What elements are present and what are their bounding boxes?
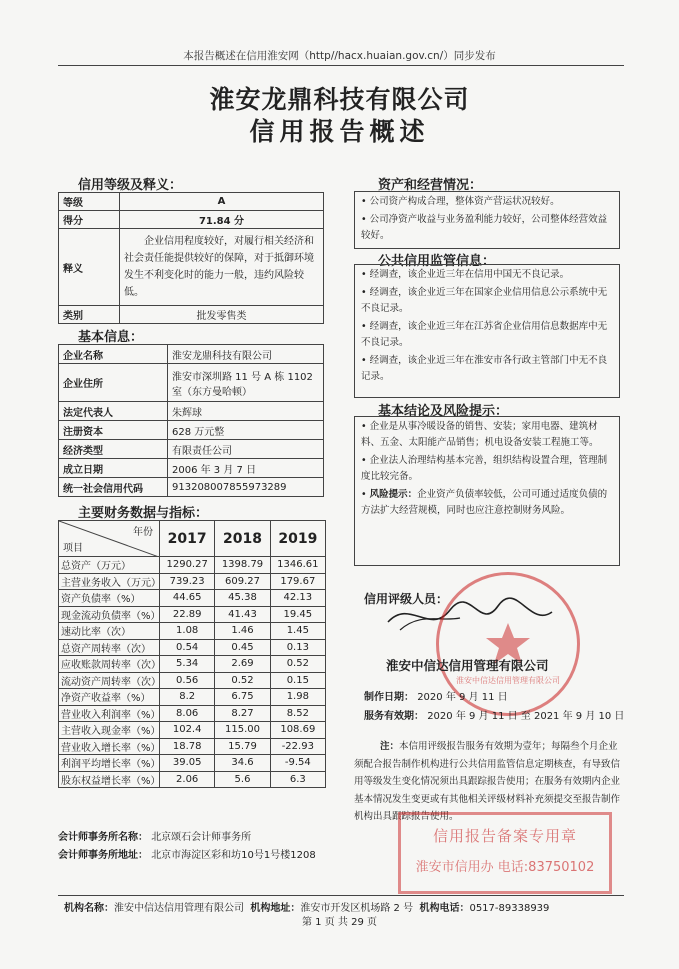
- finance-row: [59, 755, 326, 772]
- finance-value: -22.93: [270, 738, 325, 755]
- footer-divider: [58, 895, 624, 896]
- supervision-item: • 经调查，该企业近三年在国家企业信用信息公示系统中无不良记录。: [361, 287, 608, 314]
- finance-value: 8.27: [215, 705, 270, 722]
- date-line: [364, 688, 508, 703]
- finance-value: 0.15: [270, 672, 325, 689]
- supervision-box: [354, 264, 620, 398]
- conclusion-box: [354, 416, 620, 566]
- basic-value: 2006 年 3 月 7 日: [168, 459, 324, 478]
- note-text: 本信用评级报告服务有效期为壹年；每隔叁个月企业须配合报告制作机构进行公共信用监管信息定期核查，有导致信用等级发生变化情况须出具跟踪报告使用；在服务有效期内企业基本情况发生变更或有其他相关评级材料补充须提交至报告制作机构出具跟踪报告使用。: [354, 741, 621, 822]
- meaning-label: 释义: [59, 229, 120, 306]
- finance-table: [58, 520, 326, 788]
- basic-row: [59, 402, 324, 421]
- rect-stamp-line1: 信用报告备案专用章: [432, 827, 577, 845]
- finance-item: 速动比率（次）: [59, 623, 160, 640]
- score-label: 得分: [59, 211, 120, 229]
- basic-table: [58, 344, 324, 497]
- audit-addr-line: [58, 846, 316, 861]
- finance-value: 0.52: [215, 672, 270, 689]
- finance-row: [59, 590, 326, 607]
- finance-value: 115.00: [215, 722, 270, 739]
- basic-value: 有限责任公司: [168, 440, 324, 459]
- basic-row: [59, 440, 324, 459]
- finance-item: 流动资产周转率（次）: [59, 672, 160, 689]
- finance-value: 44.65: [160, 590, 215, 607]
- conclusion-item: • 风险提示：企业资产负债率较低，公司可通过适度负债的方法扩大经营规模，同时也应注意控制财务风险。: [361, 489, 608, 516]
- validity-value: 2020 年 9 月 11 日 至 2021 年 9 月 10 日: [427, 711, 625, 722]
- year-2018: 2018: [215, 521, 270, 557]
- finance-row: [59, 722, 326, 739]
- rater-label: 信用评级人员：: [364, 592, 449, 606]
- finance-value: 15.79: [215, 738, 270, 755]
- basic-label: 成立日期: [59, 459, 168, 478]
- finance-row: [59, 705, 326, 722]
- finance-value: 0.13: [270, 639, 325, 656]
- round-stamp-text: 淮安中信达信用管理有限公司: [456, 676, 560, 685]
- finance-value: 39.05: [160, 755, 215, 772]
- finance-value: 0.45: [215, 639, 270, 656]
- finance-value: 18.78: [160, 738, 215, 755]
- corner-year-label: 年份: [133, 527, 153, 538]
- basic-value: 朱辉球: [168, 402, 324, 421]
- grade-label: 等级: [59, 193, 120, 211]
- conclusion-item: • 企业法人治理结构基本完善，组织结构设置合理，管理制度比较完备。: [361, 455, 608, 482]
- finance-item: 主营业务收入（万元）: [59, 573, 160, 590]
- finance-corner: [59, 521, 160, 557]
- finance-value: 0.54: [160, 639, 215, 656]
- finance-item: 应收账款周转率（次）: [59, 656, 160, 673]
- conclusion-heading: 基本结论及风险提示：: [378, 404, 509, 419]
- finance-value: 1346.61: [270, 557, 325, 574]
- finance-value: 0.52: [270, 656, 325, 673]
- basic-row: [59, 459, 324, 478]
- finance-row: [59, 738, 326, 755]
- finance-item: 总资产（万元）: [59, 557, 160, 574]
- basic-row: [59, 478, 324, 497]
- finance-heading: 主要财务数据与指标：: [78, 506, 209, 521]
- audit-firm-line: [58, 828, 251, 843]
- finance-row: [59, 656, 326, 673]
- finance-value: 41.43: [215, 606, 270, 623]
- finance-value: 19.45: [270, 606, 325, 623]
- finance-item: 现金流动负债率（%）: [59, 606, 160, 623]
- page-number: 第 1 页 共 29 页: [302, 917, 377, 928]
- finance-value: 739.23: [160, 573, 215, 590]
- finance-item: 总资产周转率（次）: [59, 639, 160, 656]
- category-value: 批发零售类: [120, 306, 324, 324]
- finance-value: 22.89: [160, 606, 215, 623]
- audit-addr-label: 会计师事务所地址：: [58, 850, 148, 861]
- date-value: 2020 年 9 月 11 日: [417, 692, 508, 703]
- basic-row: [59, 364, 324, 402]
- audit-firm-label: 会计师事务所名称：: [58, 832, 148, 843]
- finance-value: 0.56: [160, 672, 215, 689]
- basic-row: [59, 421, 324, 440]
- supervision-heading: 公共信用监管信息：: [378, 254, 496, 269]
- finance-value: 609.27: [215, 573, 270, 590]
- finance-value: 1.98: [270, 689, 325, 706]
- basic-row: [59, 345, 324, 364]
- year-2017: 2017: [160, 521, 215, 557]
- corner-item-label: 项目: [63, 543, 83, 554]
- finance-value: 1.45: [270, 623, 325, 640]
- basic-value: 淮安市深圳路 11 号 A 栋 1102 室（东方曼哈顿）: [168, 364, 324, 402]
- finance-value: 2.06: [160, 771, 215, 788]
- finance-row: [59, 771, 326, 788]
- assets-item: • 公司资产构成合理，整体资产营运状况较好。: [361, 196, 560, 207]
- score-value: 71.84 分: [120, 211, 324, 229]
- finance-value: 5.6: [215, 771, 270, 788]
- finance-value: 34.6: [215, 755, 270, 772]
- basic-value: 628 万元整: [168, 421, 324, 440]
- company-title: 淮安龙鼎科技有限公司: [209, 85, 470, 114]
- rating-org: 淮安中信达信用管理有限公司: [386, 658, 549, 673]
- finance-value: 179.67: [270, 573, 325, 590]
- finance-row: [59, 623, 326, 640]
- finance-value: 45.38: [215, 590, 270, 607]
- finance-value: 108.69: [270, 722, 325, 739]
- finance-item: 资产负债率（%）: [59, 590, 160, 607]
- date-label: 制作日期：: [364, 692, 414, 703]
- finance-row: [59, 689, 326, 706]
- finance-value: 5.34: [160, 656, 215, 673]
- finance-value: 8.2: [160, 689, 215, 706]
- finance-value: -9.54: [270, 755, 325, 772]
- finance-row: [59, 606, 326, 623]
- finance-item: 利润平均增长率（%）: [59, 755, 160, 772]
- supervision-item: • 经调查，该企业近三年在江苏省企业信用信息数据库中无不良记录。: [361, 321, 608, 348]
- footer-addr: 淮安市开发区机场路 2 号: [300, 903, 414, 914]
- finance-row: [59, 557, 326, 574]
- finance-value: 102.4: [160, 722, 215, 739]
- basic-label: 法定代表人: [59, 402, 168, 421]
- conclusion-item: • 企业是从事冷暖设备的销售、安装；家用电器、建筑材料、五金、太阳能产品销售；机电设备安装工程施工等。: [361, 421, 599, 448]
- rect-stamp-line2: 淮安市信用办 电话:83750102: [415, 860, 595, 875]
- finance-value: 8.06: [160, 705, 215, 722]
- meaning-text: 企业信用程度较好，对履行相关经济和社会责任能提供较好的保障，对于抵御环境发生不利变化时的能力一般，违约风险较低。: [120, 229, 324, 306]
- finance-value: 8.52: [270, 705, 325, 722]
- rating-heading: 信用等级及释义：: [78, 178, 183, 193]
- basic-value: 913208007855973289: [168, 478, 324, 497]
- validity-label: 服务有效期：: [364, 711, 424, 722]
- finance-value: 6.75: [215, 689, 270, 706]
- top-divider: [58, 65, 624, 66]
- finance-value: 1398.79: [215, 557, 270, 574]
- assets-item: • 公司净资产收益与业务盈利能力较好，公司整体经营效益较好。: [361, 214, 608, 241]
- grade-value: A: [120, 193, 324, 211]
- validity-line: [364, 707, 624, 722]
- finance-row: [59, 639, 326, 656]
- footer-org: 淮安中信达信用管理有限公司: [114, 903, 244, 914]
- basic-heading: 基本信息：: [78, 330, 144, 345]
- basic-label: 企业名称: [59, 345, 168, 364]
- finance-row: [59, 573, 326, 590]
- supervision-item: • 经调查，该企业近三年在淮安市各行政主管部门中无不良记录。: [361, 355, 608, 382]
- finance-value: 1.08: [160, 623, 215, 640]
- finance-value: 1290.27: [160, 557, 215, 574]
- audit-addr-value: 北京市海淀区彩和坊10号1号楼1208: [151, 850, 316, 861]
- basic-label: 统一社会信用代码: [59, 478, 168, 497]
- finance-item: 营业收入增长率（%）: [59, 738, 160, 755]
- finance-row: [59, 672, 326, 689]
- basic-label: 企业住所: [59, 364, 168, 402]
- assets-box: [354, 191, 620, 249]
- finance-item: 主营收入现金率（%）: [59, 722, 160, 739]
- year-2019: 2019: [270, 521, 325, 557]
- audit-firm-value: 北京颂石会计师事务所: [151, 832, 252, 843]
- footer-phone: 0517-89338939: [469, 903, 550, 914]
- rating-table: [58, 192, 324, 324]
- finance-item: 净资产收益率（%）: [59, 689, 160, 706]
- basic-label: 经济类型: [59, 440, 168, 459]
- supervision-item: • 经调查，该企业近三年在信用中国无不良记录。: [361, 269, 570, 280]
- finance-value: 6.3: [270, 771, 325, 788]
- report-title: 信用报告概述: [249, 117, 430, 146]
- top-note: 本报告概述在信用淮安网（http//hacx.huaian.gov.cn/）同步发布: [183, 50, 496, 62]
- finance-value: 1.46: [215, 623, 270, 640]
- filing-rect-stamp: [398, 812, 612, 894]
- basic-label: 注册资本: [59, 421, 168, 440]
- category-label: 类别: [59, 306, 120, 324]
- finance-item: 股东权益增长率（%）: [59, 771, 160, 788]
- finance-item: 营业收入利润率（%）: [59, 705, 160, 722]
- footer-line: 机构名称：淮安中信达信用管理有限公司 机构地址：淮安市开发区机场路 2 号 机构电话：0517-89338939: [64, 903, 550, 914]
- note-label: 注：: [380, 741, 400, 752]
- basic-value: 淮安龙鼎科技有限公司: [168, 345, 324, 364]
- finance-value: 2.69: [215, 656, 270, 673]
- finance-value: 42.13: [270, 590, 325, 607]
- assets-heading: 资产和经营情况：: [378, 178, 483, 193]
